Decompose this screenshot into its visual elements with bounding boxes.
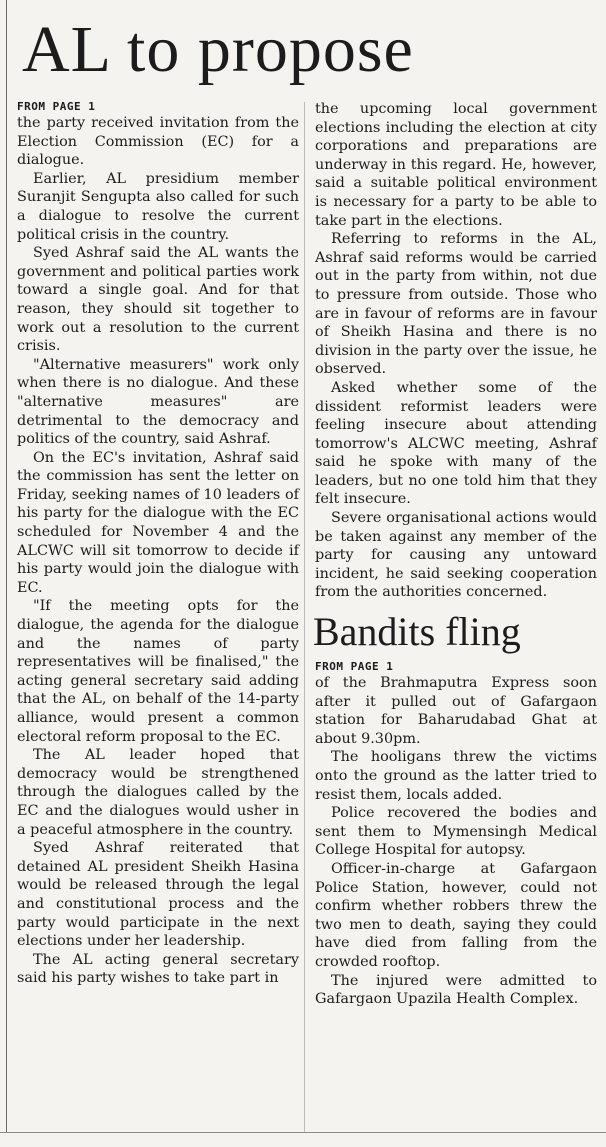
article-1-paragraph: the party received invitation from the Election Commission (EC) for a dialogue. [17,115,299,169]
article-1-paragraph: the upcoming local government elections including the election at city corporations and preparations are underway in this regard. He, however, said a suitable political environment is necessary for a party to be able to take part in the elections. [315,101,597,229]
article-2-paragraph: of the Brahmaputra Express soon after it pulled out of Gafargaon station for Baharudabad Ghat at about 9.30pm. [315,675,597,747]
article-1-left-column [17,100,299,988]
article-1-paragraph: "Alternative measurers" work only when there is no dialogue. And these "alternative measures" are detrimental to the democracy and politics of the country, said Ashraf. [17,356,299,448]
article-2-from-page-label: FROM PAGE 1 [315,660,394,674]
article-1-paragraph: Severe organisational actions would be taken against any member of the party for causing any untoward incident, he said seeking cooperation from the authorities concerned. [315,510,597,601]
article-1-headline: AL to propose [22,13,414,86]
right-column [315,100,597,1009]
article-2-paragraph: The hooligans threw the victims onto the ground as the latter tried to resist them, locals added. [315,749,597,803]
article-1-paragraph: Asked whether some of the dissident reformist leaders were feeling insecure about attending tomorrow's ALCWC meeting, Ashraf said he spoke with many of the leaders, but no one told him that they felt insecure. [315,379,597,508]
article-1-paragraph: Syed Ashraf said the AL wants the government and political parties work toward a single goal. And for that reason, they should sit together to work out a resolution to the current crisis. [17,245,299,355]
left-column-rule [6,0,7,1132]
article-2-paragraph: The injured were admitted to Gafargaon Upazila Health Complex. [315,972,597,1008]
column-divider-rule [304,102,305,1132]
bottom-rule [0,1132,606,1133]
article-2-headline: Bandits fling [313,609,521,655]
article-2-paragraph: Officer-in-charge at Gafargaon Police Station, however, could not confirm whether robbers threw the two men to death, saying they could have died from falling from the crowded rooftop. [315,860,597,970]
article-1-paragraph: Referring to reforms in the AL, Ashraf said reforms would be carried out in the party from within, not due to pressure from outside. Those who are in favour of reforms are in favour of Sheikh Hasina and there is no division in the party over the issue, he observed. [315,231,597,378]
article-1-paragraph: On the EC's invitation, Ashraf said the commission has sent the letter on Friday, seeking names of 10 leaders of his party for the dialogue with the EC scheduled for November 4 and the ALCWC will sit tomorrow to decide if his party would join the dialogue with EC. [17,449,299,596]
article-1-from-page-label: FROM PAGE 1 [17,100,96,113]
article-1-paragraph: The AL leader hoped that democracy would be strengthened through the dialogues called by the EC and the dialogues would usher in a peaceful atmosphere in the country. [17,747,299,838]
article-1-paragraph: Earlier, AL presidium member Suranjit Sengupta also called for such a dialogue to resolve the current political crisis in the country. [17,170,299,243]
article-1-paragraph: The AL acting general secretary said his party wishes to take part in [17,951,299,987]
article-2-paragraph: Police recovered the bodies and sent them to Mymensingh Medical College Hospital for autopsy. [315,805,597,859]
article-1-paragraph: "If the meeting opts for the dialogue, the agenda for the dialogue and the names of party representatives will be finalised," the acting general secretary said adding that the AL, on behalf of the 14-party alliance, would present a common electoral reform proposal to the EC. [17,598,299,745]
article-1-paragraph: Syed Ashraf reiterated that detained AL president Sheikh Hasina would be released through the legal and constitutional process and the party would participate in the next elections under her leadership. [17,840,299,950]
